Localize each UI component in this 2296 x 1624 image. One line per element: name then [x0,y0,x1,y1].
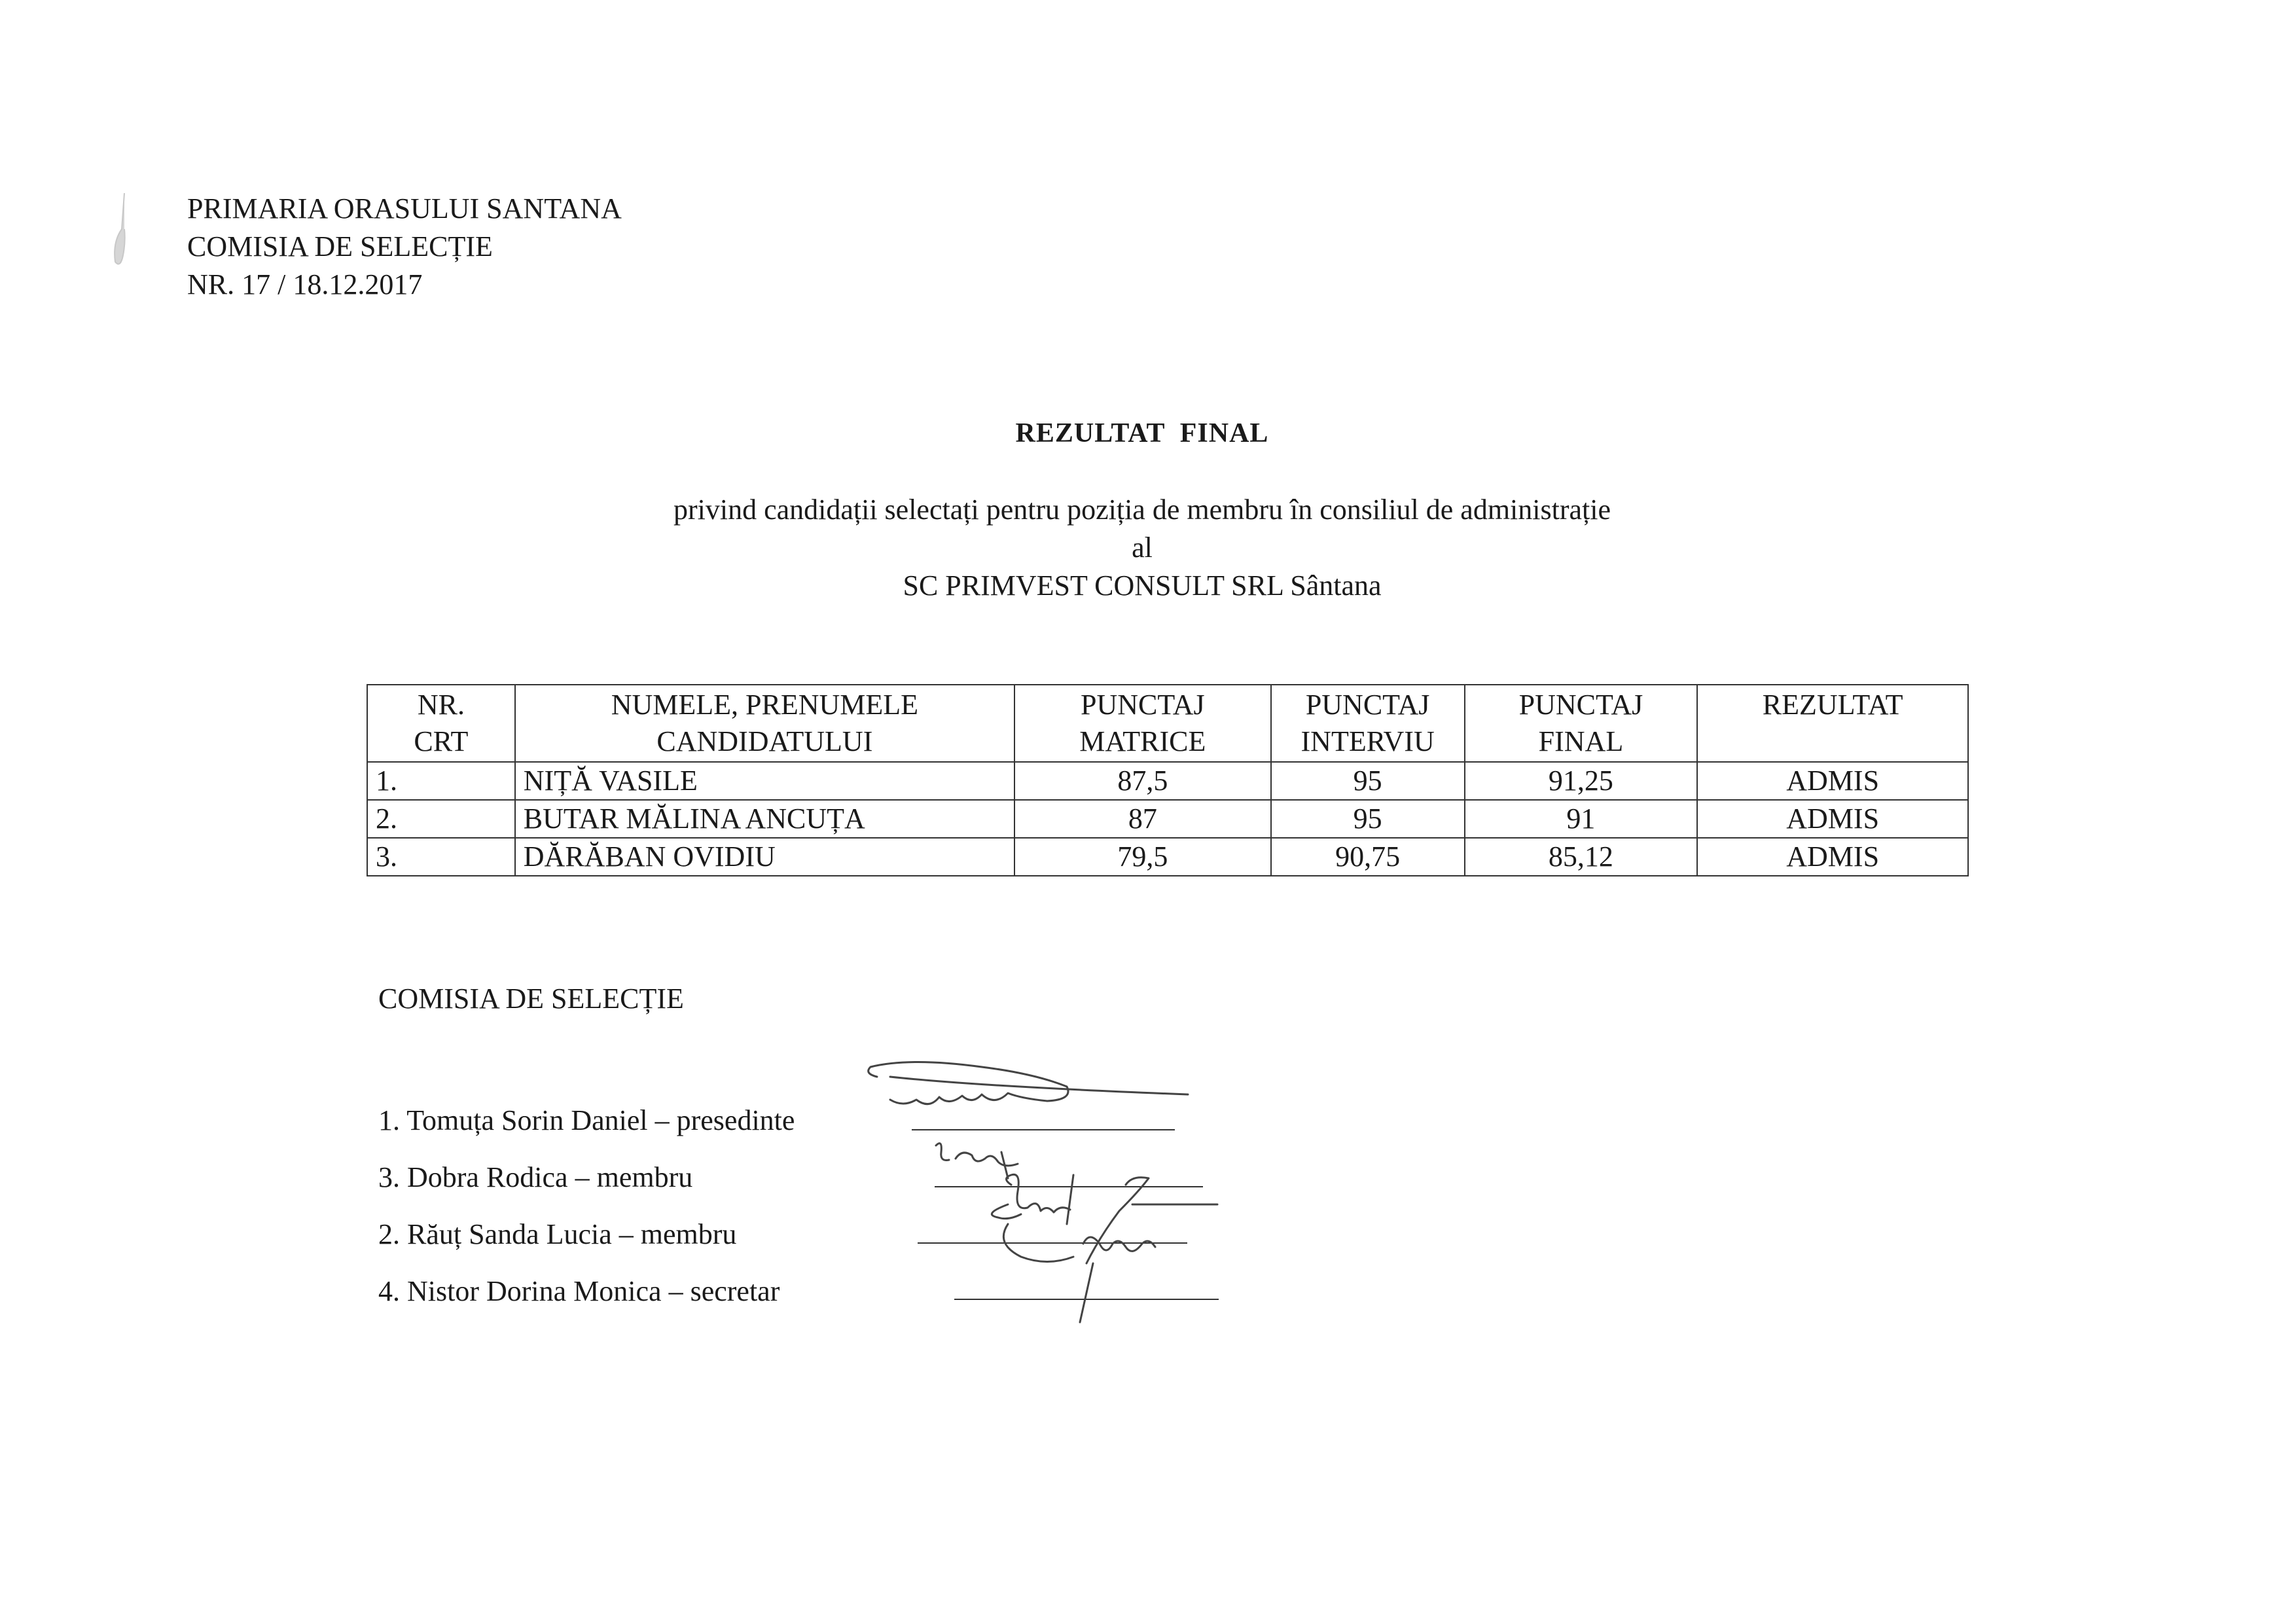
cell-final: 85,12 [1465,838,1698,876]
document-title: REZULTAT FINAL [1015,418,1269,448]
subtitle-line-2: al [1132,532,1153,564]
scan-mark [98,190,137,281]
cell-rezultat: ADMIS [1697,762,1968,800]
document-header [187,190,622,304]
header-candidate-name: NUMELE, PRENUMELE CANDIDATULUI [515,685,1014,762]
member-dobra: 3. Dobra Rodica – membru [378,1161,693,1193]
results-table [367,684,1969,876]
header-score-interview: PUNCTAJ INTERVIU [1271,685,1465,762]
document-subtitle [0,491,2284,605]
table-header-row [367,685,1968,762]
subtitle-line-1: privind candidații selectați pentru poziția de membru în consiliul de administrație [673,494,1611,526]
member-president: 1. Tomuța Sorin Daniel – presedinte [378,1104,795,1136]
cell-name: BUTAR MĂLINA ANCUȚA [515,800,1014,838]
header-score-final: PUNCTAJ FINAL [1465,685,1698,762]
table-row [367,838,1968,876]
header-nr-crt: NR. CRT [367,685,515,762]
cell-matrice: 79,5 [1014,838,1271,876]
header-score-matrix: PUNCTAJ MATRICE [1014,685,1271,762]
cell-matrice: 87,5 [1014,762,1271,800]
cell-final: 91,25 [1465,762,1698,800]
cell-nr: 1. [367,762,515,800]
header-number: NR. 17 / 18.12.2017 [187,268,423,300]
cell-nr: 3. [367,838,515,876]
header-commission: COMISIA DE SELECȚIE [187,230,493,262]
cell-matrice: 87 [1014,800,1271,838]
member-raut: 2. Răuț Sanda Lucia – membru [378,1218,737,1250]
table-row [367,800,1968,838]
handwritten-signatures [851,1047,1257,1335]
cell-name: DĂRĂBAN OVIDIU [515,838,1014,876]
header-institution: PRIMARIA ORASULUI SANTANA [187,192,622,225]
cell-interviu: 95 [1271,800,1465,838]
commission-members [378,1092,795,1320]
cell-name: NIȚĂ VASILE [515,762,1014,800]
subtitle-line-3: SC PRIMVEST CONSULT SRL Sântana [903,569,1382,602]
cell-final: 91 [1465,800,1698,838]
cell-rezultat: ADMIS [1697,838,1968,876]
cell-rezultat: ADMIS [1697,800,1968,838]
cell-interviu: 95 [1271,762,1465,800]
cell-interviu: 90,75 [1271,838,1465,876]
header-result: REZULTAT [1697,685,1968,762]
cell-nr: 2. [367,800,515,838]
member-secretary: 4. Nistor Dorina Monica – secretar [378,1275,780,1307]
commission-title: COMISIA DE SELECȚIE [378,983,684,1015]
table-row [367,762,1968,800]
